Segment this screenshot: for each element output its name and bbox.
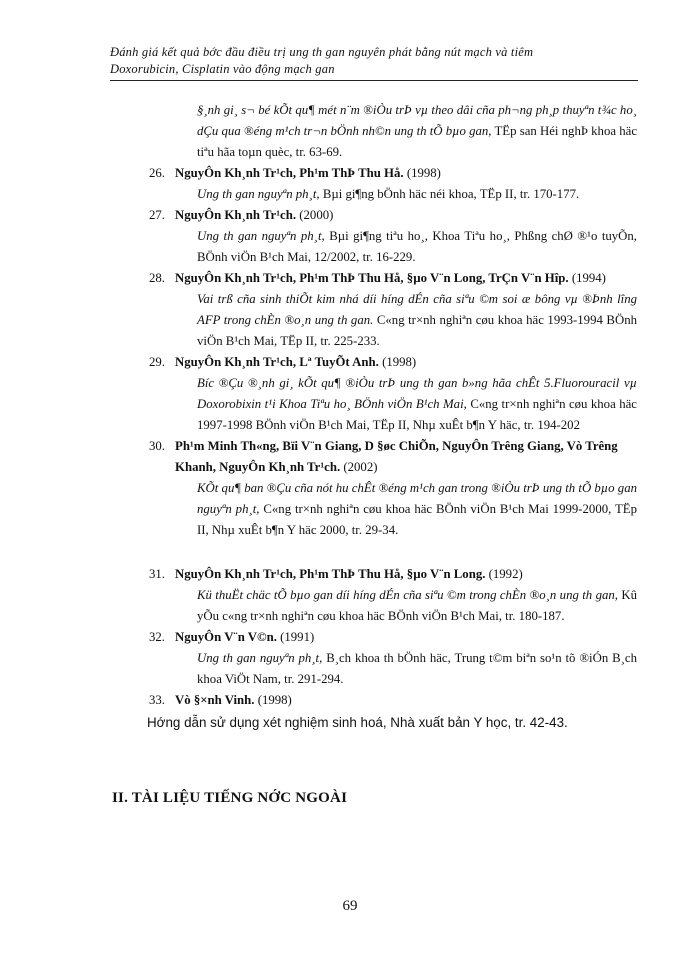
reference-source: C«ng tr×nh nghiªn cøu khoa häc BÖnh viÖn B¹ch Mai 1999-2000, TËp II, Nhµ xuÊt b¶n Y häc 2000, tr. 29-34. bbox=[197, 502, 637, 537]
reference-source: Bµi gi¶ng tiªu ho¸, Khoa Tiªu ho¸, Phßng chØ ®¹o tuyÕn, BÖnh viÖn B¹ch Mai, 12/2002, tr. 16-229. bbox=[197, 229, 638, 264]
reference-author: Ph¹m Minh Th«ng, Bïi V¨n Giang, D §øc ChiÕn, NguyÔn Trêng Giang, Vò Trêng Khanh, NguyÔn Kh¸nh Tr¹ch. bbox=[175, 439, 618, 474]
reference-year: (1998) bbox=[257, 693, 292, 707]
reference-source: Hớng dẫn sử dụng xét nghiệm sinh hoá, Nhà xuất bản Y học, tr. 42-43. bbox=[147, 715, 568, 730]
reference-title: Kü thuËt chäc tÕ bµo gan díi híng dÉn cña siªu ©m trong chÈn ®o¸n ung th gan, bbox=[197, 588, 618, 602]
reference-source: C«ng tr×nh nghiªn cøu khoa häc 1993-1994 BÖnh viÖn B¹ch Mai, TËp II, tr. 225-233. bbox=[197, 313, 637, 348]
header-line-1: Đánh giá kết quả bớc đầu điều trị ung th gan nguyên phát bằng nút mạch và tiêm bbox=[110, 45, 534, 59]
reference-title: Ung th gan nguyªn ph¸t, bbox=[197, 229, 325, 243]
reference-title: Ung th gan nguyªn ph¸t, bbox=[197, 651, 323, 665]
reference-title: §¸nh gi¸ s¬ bé kÕt qu¶ mét n¨m ®iÒu trÞ vµ theo dâi cña ph¬ng ph¸p thuyªn t¾c ho¸ dÇu qua ®éng m¹ch tr¬n bÖnh nh©n ung th tÕ bµo gan, bbox=[197, 103, 637, 138]
reference-desc bbox=[197, 585, 637, 627]
running-header bbox=[110, 44, 638, 78]
reference-source: TËp san Héi nghÞ khoa häc tiªu hãa toµn quèc, tr. 63-69. bbox=[197, 124, 637, 159]
reference-author: NguyÔn Kh¸nh Tr¹ch, Ph¹m ThÞ Thu Hå, §µo V¨n Long, TrÇn V¨n Hîp. bbox=[175, 271, 569, 285]
reference-year: (1992) bbox=[488, 567, 523, 581]
reference-number: 31. bbox=[149, 567, 165, 581]
reference-desc bbox=[197, 184, 637, 205]
reference-number: 30. bbox=[149, 439, 165, 453]
header-line-2: Doxorubicin, Cisplatin vào động mạch gan bbox=[110, 62, 335, 76]
reference-year: (2000) bbox=[299, 208, 334, 222]
reference-32 bbox=[149, 627, 638, 690]
reference-list bbox=[147, 100, 638, 733]
reference-29 bbox=[149, 352, 637, 436]
reference-title: Vai trß cña sinh thiÕt kim nhá díi híng dÉn cña siªu ©m soi æ bông vµ ®Þnh lîng AFP trong chÈn ®o¸n ung th gan. bbox=[197, 292, 637, 327]
spacer bbox=[175, 541, 637, 564]
reference-number: 33. bbox=[149, 693, 165, 707]
reference-number: 26. bbox=[149, 166, 165, 180]
page-number: 69 bbox=[342, 898, 358, 914]
reference-year: (1998) bbox=[406, 166, 441, 180]
reference-number: 29. bbox=[149, 355, 165, 369]
reference-lead bbox=[175, 100, 637, 163]
reference-title: Ung th gan nguyªn ph¸t, bbox=[197, 187, 320, 201]
reference-year: (1994) bbox=[571, 271, 606, 285]
reference-31 bbox=[149, 564, 637, 627]
reference-source: Kû yÕu c«ng tr×nh nghiªn cøu khoa häc BÖnh viÖn B¹ch Mai, tr. 180-187. bbox=[197, 588, 637, 623]
reference-desc bbox=[197, 373, 637, 436]
reference-number: 27. bbox=[149, 208, 165, 222]
reference-desc bbox=[197, 648, 637, 690]
reference-year: (1998) bbox=[382, 355, 417, 369]
reference-desc bbox=[147, 712, 637, 733]
reference-28 bbox=[149, 268, 637, 352]
reference-source: Bµi gi¶ng bÖnh häc néi khoa, TËp II, tr. 170-177. bbox=[322, 187, 580, 201]
reference-author: NguyÔn Kh¸nh Tr¹ch, Lª TuyÕt Anh. bbox=[175, 355, 379, 369]
reference-desc bbox=[197, 226, 637, 268]
reference-number: 32. bbox=[149, 630, 165, 644]
header-rule bbox=[110, 80, 638, 81]
reference-author: NguyÔn V¨n V©n. bbox=[175, 630, 277, 644]
reference-author: Vò §×nh Vinh. bbox=[175, 693, 255, 707]
reference-desc bbox=[197, 289, 637, 352]
reference-26 bbox=[149, 163, 637, 205]
reference-year: (2002) bbox=[343, 460, 378, 474]
reference-author: NguyÔn Kh¸nh Tr¹ch, Ph¹m ThÞ Thu Hå. bbox=[175, 166, 404, 180]
reference-source: B¸ch khoa th bÖnh häc, Trung t©m biªn so¹n tõ ®iÓn B¸ch khoa ViÖt Nam, tr. 291-294. bbox=[197, 651, 638, 686]
reference-title: Bíc ®Çu ®¸nh gi¸ kÕt qu¶ ®iÒu trÞ ung th gan b»ng hãa chÊt 5.Fluorouracil vµ Doxorobixin t¹i Khoa Tiªu ho¸ BÖnh viÖn B¹ch Mai, bbox=[197, 376, 637, 411]
reference-author: NguyÔn Kh¸nh Tr¹ch. bbox=[175, 208, 297, 222]
reference-desc bbox=[197, 478, 637, 541]
reference-number: 28. bbox=[149, 271, 165, 285]
reference-27 bbox=[149, 205, 638, 268]
reference-30 bbox=[149, 436, 637, 541]
section-heading: II. TÀI LIỆU TIẾNG NỚC NGOÀI bbox=[112, 790, 348, 806]
reference-33 bbox=[147, 690, 637, 733]
reference-lead-desc bbox=[197, 100, 637, 163]
reference-author: NguyÔn Kh¸nh Tr¹ch, Ph¹m ThÞ Thu Hå, §µo V¨n Long. bbox=[175, 567, 486, 581]
reference-source: C«ng tr×nh nghiªn cøu khoa häc 1997-1998 BÖnh viÖn B¹ch Mai, TËp II, Nhµ xuÊt b¶n Y häc, tr. 194-202 bbox=[197, 397, 637, 432]
reference-title: KÕt qu¶ ban ®Çu cña nót hu chÊt ®éng m¹ch gan trong ®iÒu trÞ ung th tÕ bµo gan nguyªn ph¸t, bbox=[197, 481, 637, 516]
reference-year: (1991) bbox=[280, 630, 315, 644]
